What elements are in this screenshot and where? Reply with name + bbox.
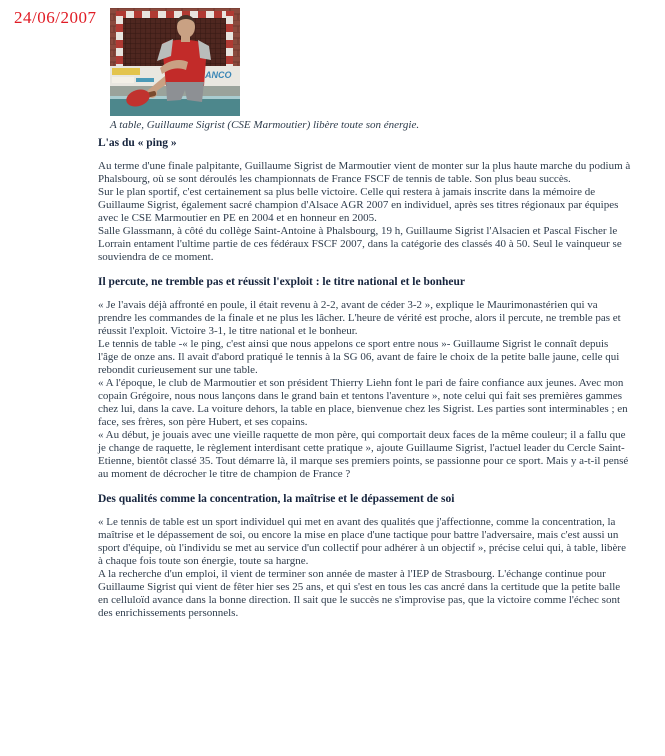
article-paragraph: Au terme d'une finale palpitante, Guillaume Sigrist de Marmoutier vient de monter sur la plus haute marche du podium à Phalsbourg, où se sont déroulés les championnats de France FSCF de tennis de table. Son plus beau succès. bbox=[98, 160, 631, 185]
goal-post-left bbox=[116, 11, 123, 71]
article-paragraph: Sur le plan sportif, c'est certainement sa plus belle victoire. Celle qui restera à jamais inscrite dans la mémoire de Guillaume Sigrist, également sacré champion d'Alsace AGR 2007 en individuel, après ses titres régionaux par équipes avec le CSE Marmoutier en PE en 2004 et en honneur en 2005. bbox=[98, 186, 619, 224]
section-heading: L'as du « ping » bbox=[98, 137, 177, 149]
section-heading: Il percute, ne tremble pas et réussit l'exploit : le titre national et le bonheur bbox=[98, 276, 465, 288]
article-paragraph: « Je l'avais déjà affronté en poule, il était revenu à 2-2, avant de céder 3-2 », explique le Maurimonastérien qui va prendre les commandes de la finale et ne plus les lâcher. L'heure de vérité est proche, alors il percute, ne tremble pas et réussit l'exploit. Victoire 3-1, le titre national et le bonheur. bbox=[98, 299, 621, 337]
article-paragraph: Le tennis de table -« le ping, c'est ainsi que nous appelons ce sport entre nous »- Guillaume Sigrist le connaît depuis l'âge de onze ans. Il avait d'abord pratiqué le tennis à la SG 06, avant de faire le choix de la petite balle jaune, celle qui rebondit curieusement sur une table. bbox=[98, 338, 620, 376]
player-photo bbox=[110, 8, 240, 116]
article-section bbox=[98, 276, 631, 481]
article-paragraph: A la recherche d'un emploi, il vient de terminer son année de master à l'IEP de Strasbourg. L'échange continue pour Guillaume Sigrist qui vient de fêter hier ses 25 ans, et qui s'est en tous les cas ancré dans la certitude que la petite balle en celluloïd avance dans la bonne direction. Il sait que le succès ne s'improvise pas, que la victoire comme l'échec sont des enrichissements personnels. bbox=[98, 568, 621, 619]
photo-figure bbox=[110, 8, 550, 131]
article-section bbox=[98, 137, 631, 264]
goal-crossbar bbox=[116, 11, 234, 18]
article-paragraph: Salle Glassmann, à côté du collège Saint-Antoine à Phalsbourg, 19 h, Guillaume Sigrist l'Alsacien et Pascal Fischer le Lorrain entament l'ultime partie de ces fédéraux FSCF 2007, dans la catégorie des classés 40 à 50. Seul le vainqueur se souviendra de ce moment. bbox=[98, 225, 622, 263]
article-section bbox=[98, 493, 631, 620]
article-paragraph: « Le tennis de table est un sport individuel qui met en avant des qualités que j'affectionne, comme la concentration, la maîtrise et le dépassement de soi, ou encore la mise en place d'une tactique pour battre l'adversaire, mais c'est aussi un sport d'équipe, où l'individu se met au service d'un collectif pour adhérer à un objectif », précise celui qui, à table, libère à chaque fois toute son énergie, toute sa hargne. bbox=[98, 516, 626, 567]
article-paragraph: « A l'époque, le club de Marmoutier et son président Thierry Liehn font le pari de faire confiance aux jeunes. Avec mon copain Grégoire, nous nous lançons dans le grand bain et tentons l'aventure », note celui qui fait ses premières gammes chez lui, dans la cave. La voiture dehors, la table en place, bienvenue chez les Sigrist. Les parties sont interminables ; en face, ses frères, son père Hubert, et ses copains. bbox=[98, 377, 628, 428]
publication-date: 24/06/2007 bbox=[14, 8, 97, 27]
article-body bbox=[98, 137, 631, 632]
banner-text: ANCO bbox=[205, 70, 232, 80]
player-photo-illustration bbox=[110, 8, 240, 116]
photo-caption: A table, Guillaume Sigrist (CSE Marmoutier) libère toute son énergie. bbox=[110, 119, 420, 131]
goal-post-right bbox=[226, 11, 233, 66]
article-paragraph: « Au début, je jouais avec une vieille raquette de mon père, qui comportait deux faces de la même couleur; il a fallu que je change de raquette, le règlement interdisant cette pratique », ajoute Guillaume Sigrist, l'actuel leader du Cercle Saint-Etienne, bientôt classé 35. Tout démarre là, il marque ses premiers points, se passionne pour ce sport. Mais y a-t-il pensé au moment de décrocher le titre de champion de France ? bbox=[98, 429, 629, 480]
section-heading: Des qualités comme la concentration, la maîtrise et le dépassement de soi bbox=[98, 493, 455, 505]
